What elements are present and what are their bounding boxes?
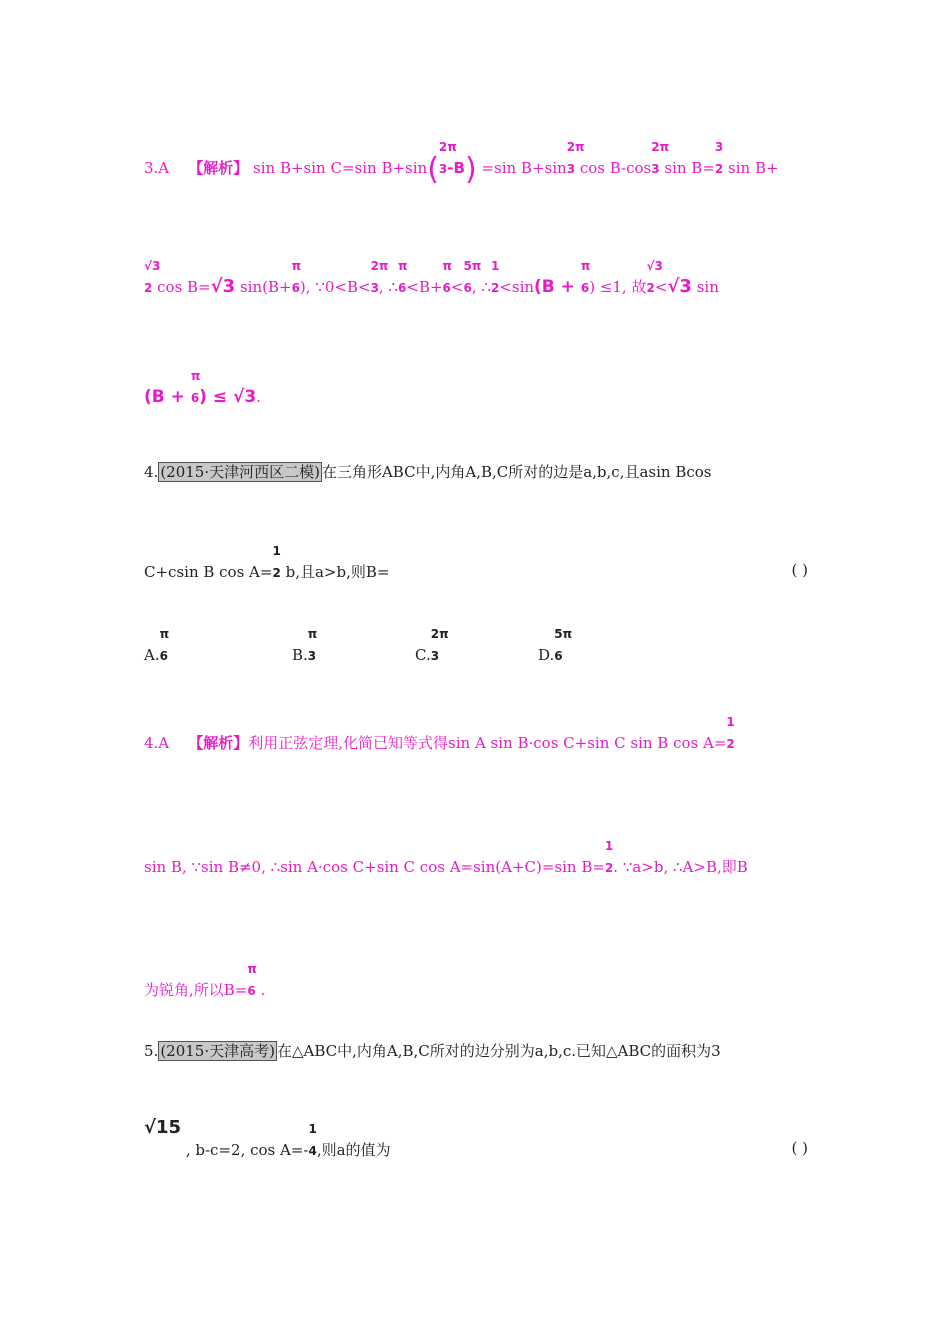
expr-text: . xyxy=(260,981,266,999)
option-a: A. π 6 xyxy=(144,627,170,664)
fraction: 1 2 xyxy=(490,259,500,295)
answer3-line2 xyxy=(144,259,719,297)
expr-text: =sin B+sin xyxy=(481,159,567,177)
sqrt-expr: √3 xyxy=(210,276,236,297)
fraction: 3 2 xyxy=(714,140,724,176)
expr-text: sin B, ∵sin B≠0, ∴sin A·cos C+sin C cos A=sin(A+C)=sin B= xyxy=(144,858,605,876)
fraction: 1 2 xyxy=(272,544,281,580)
fraction: 2π 3 xyxy=(438,140,457,176)
expr-text: 为锐角,所以B= xyxy=(144,981,248,999)
expr-text: < xyxy=(654,278,668,296)
expr-text: , ∴ xyxy=(378,278,399,296)
question-text: 在三角形ABC中,内角A,B,C所对的边是a,b,c,且asin Bcos xyxy=(321,463,712,481)
sqrt-expr: √15 xyxy=(144,1117,182,1138)
option-d: D. 5π 6 xyxy=(538,627,573,664)
question-text: b,且a>b,则B= xyxy=(285,563,390,581)
question4-line1 xyxy=(144,461,712,482)
sqrt-expr: √3 xyxy=(667,276,692,297)
question-text: ,则a的值为 xyxy=(316,1141,391,1159)
fraction: 2π 3 xyxy=(370,259,389,295)
question-text: , b-c=2, cos A=- xyxy=(185,1141,309,1159)
question4-line2 xyxy=(144,544,808,582)
fraction: 2π 3 xyxy=(651,140,670,176)
answer-bracket: ( ) xyxy=(791,561,808,579)
expr-text: ) ≤ √3 xyxy=(199,387,257,407)
answer-number: 4.A xyxy=(144,734,170,752)
fraction: 1 2 xyxy=(726,715,735,751)
fraction: π 6 xyxy=(580,259,591,295)
option-b: B. π 3 xyxy=(292,627,318,664)
expr-text: cos B-cos xyxy=(579,159,652,177)
fraction: 1 2 xyxy=(604,839,614,875)
answer3-line3 xyxy=(144,369,261,407)
fraction: 5π 6 xyxy=(463,259,482,295)
answer-bracket: ( ) xyxy=(791,1139,808,1157)
expr-text: <sin xyxy=(499,278,535,296)
expr-text: sin B+ xyxy=(728,159,779,177)
expr-text: sin B+sin C=sin B+sin xyxy=(253,159,428,177)
big-paren-open: ( xyxy=(427,152,439,187)
question-number: 5. xyxy=(144,1042,159,1060)
source-tag: (2015·天津高考) xyxy=(160,1042,275,1060)
fraction: 1 4 xyxy=(308,1122,317,1158)
source-tag: (2015·天津河西区二模) xyxy=(160,463,320,481)
fraction: 2π 3 xyxy=(566,140,585,176)
fraction: π 6 xyxy=(442,259,453,295)
expr-text: . ∵a>b, ∴A>B,即B xyxy=(613,858,748,876)
analysis-tag: 【解析】 xyxy=(188,159,249,177)
expr-text: (B + xyxy=(534,277,581,297)
question-text: C+csin B cos A= xyxy=(144,563,273,581)
fraction: π 6 xyxy=(398,259,408,295)
answer4-line2 xyxy=(144,839,748,877)
expr-text: sin B= xyxy=(664,159,715,177)
expr-text: 利用正弦定理,化简已知等式得sin A sin B·cos C+sin C sin B cos A= xyxy=(248,734,727,752)
answer4-line1 xyxy=(144,715,735,753)
answer3-line1 xyxy=(144,140,779,187)
big-paren-close: ) xyxy=(464,152,477,187)
fraction: √3 2 xyxy=(646,259,663,295)
fraction: π 6 xyxy=(247,962,257,998)
fraction: √3 2 xyxy=(144,259,161,295)
expr-text: , ∴ xyxy=(471,278,491,296)
question-text: 在△ABC中,内角A,B,C所对的边分别为a,b,c.已知△ABC的面积为3 xyxy=(276,1042,721,1060)
expr-text: sin xyxy=(696,278,719,296)
answer-number: 3.A xyxy=(144,159,170,177)
expr-text: ), ∵0<B< xyxy=(299,278,371,296)
question-number: 4. xyxy=(144,463,159,481)
expr-text: < xyxy=(450,278,464,296)
question5-line2 xyxy=(144,1117,808,1159)
expr-text: (B + xyxy=(144,387,191,407)
expr-text: sin(B+ xyxy=(239,278,292,296)
analysis-tag: 【解析】 xyxy=(188,734,249,752)
answer4-line3 xyxy=(144,962,266,1000)
expr-text: ) ≤1, 故 xyxy=(589,278,647,296)
expr-text: . xyxy=(256,388,261,406)
expr-text: cos B= xyxy=(157,278,211,296)
expr-text: <B+ xyxy=(406,278,443,296)
option-c: C. 2π 3 xyxy=(415,627,449,664)
fraction: π 6 xyxy=(291,259,302,295)
fraction: π 6 xyxy=(190,369,201,405)
question5-line1 xyxy=(144,1040,721,1061)
expr-text: -B xyxy=(447,159,465,177)
